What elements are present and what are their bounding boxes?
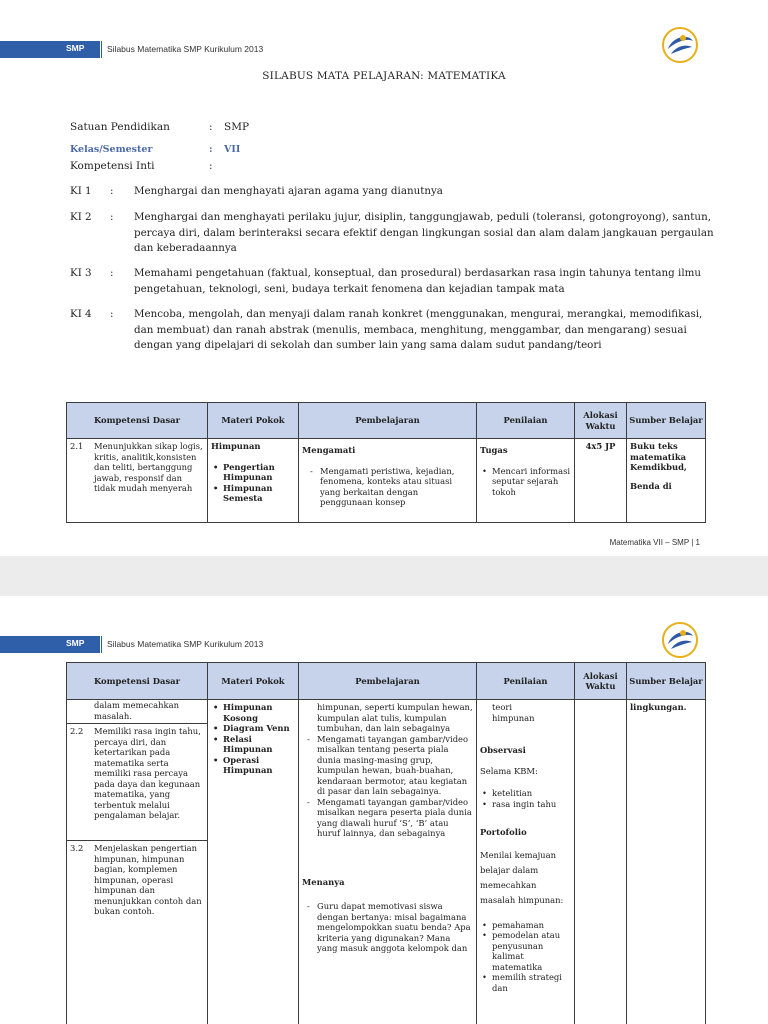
table-header-row: [67, 403, 706, 439]
list-item: • memilih strategi dan: [480, 972, 571, 993]
pembelajaran-cell: himpunan, seperti kumpulan hewan, kumpulan alat tulis, kumpulan tumbuhan, dan lain sebagainya - Mengamati tayangan gambar/video misalkan tentang peserta piala dunia masing-masing grup, kumpulan hewan, buah-buahan, kendaraan bermotor, atau kegiatan di pasar dan lain sebagainya. - Mengamati tayangan gambar/video misalkan negara peserta piala dunia yang diawali huruf ‘S’, ‘B’ atau huruf lainnya, dan sebagainya Menanya - Guru dapat memotivasi siswa dengan bertanya: misal bagaimana mengelompokkan suatu benda? Apa kriteria yang digunakan? Mana yang masuk anggota kelompok dan: [299, 700, 477, 1024]
col-kompetensi-dasar: Kompetensi Dasar: [67, 403, 208, 439]
document-title: SILABUS MATA PELAJARAN: MATEMATIKA: [262, 70, 506, 82]
list-item: • pemodelan atau penyusunan kalimat matematika: [480, 930, 571, 972]
header-divider: [101, 636, 102, 653]
col-sumber-belajar: Sumber Belajar: [627, 663, 706, 700]
col-pembelajaran: Pembelajaran: [299, 663, 477, 700]
header-divider: [101, 41, 102, 58]
col-alokasi-waktu: Alokasi Waktu: [575, 663, 627, 700]
meta-key: Satuan Pendidikan: [70, 121, 170, 133]
page-1: SMP Silabus Matematika SMP Kurikulum 2013 SILABUS MATA PELAJARAN: MATEMATIKA Satuan Pendidikan : SMP Kelas/Semester : VII Kompetensi Inti : KI 1 : Menghargai dan menghayati ajaran agama yang dianutnya KI 2 : Menghargai dan menghayati perilaku jujur, disiplin, tanggungjawab, peduli (toleransi, gotongroyong), santun, percaya diri, dalam berinteraksi secara efektif dengan lingkungan sosial dan alam dalam jangkauan pergaulan dan keberadaannya KI 3 : Memahami pengetahuan (faktual, konseptual, dan prosedural) berdasarkan rasa ingin tahunya tentang ilmu pengetahuan, teknologi, seni, budaya terkait fenomena dan kejadian tampak mata KI 4 : Mencoba, mengolah, dan menyaji dalam ranah konkret (menggunakan, mengurai, merangkai, memodifikasi, dan membuat) dan ranah abstrak (menulis, membaca, menghitung, menggambar, dan mengarang) sesuai dengan yang dipelajari di sekolah dan sumber lain yang sama dalam sudut pandang/teori Kompetensi Dasar Materi Pokok Pembelajaran Penilaian Alokasi Waktu Sumber Belajar 2.1 Menunjukkan sikap logis, kritis, analitik,konsisten dan teliti, bertanggung jawab, responsif dan tidak mudah menyerah Himpunan • Pengertian Himpunan • Himpunan Semesta Mengamati - Mengamati peristiwa, kejadian, fenomena, konteks atau situasi yang berkaitan dengan penggunaan konsep Tugas • Mencari informasi seputar sejarah tokoh 4x5 JP Buku teks matematika Kemdikbud, Benda di Matematika VII – SMP | 1: [0, 0, 768, 556]
list-item: • ketelitian: [480, 788, 571, 799]
header-bar: [0, 41, 100, 58]
col-penilaian: Penilaian: [477, 663, 575, 700]
meta-value: VII: [224, 144, 241, 155]
list-item: • Pengertian Himpunan: [211, 462, 295, 483]
meta-value: SMP: [224, 121, 250, 133]
syllabus-table-continued: [66, 662, 706, 1024]
header-bar: [0, 636, 100, 653]
alokasi-cell: 4x5 JP: [575, 439, 627, 523]
col-alokasi-waktu: Alokasi Waktu: [575, 403, 627, 439]
list-item: • Mencari informasi seputar sejarah tokoh: [480, 466, 571, 498]
list-item: • pemahaman: [480, 920, 571, 931]
penilaian-cell: teori himpunan Observasi Selama KBM: • ketelitian • rasa ingin tahu Portofolio Menilai kemajuan belajar dalam memecahkan masalah himpunan: • pemahaman • pemodelan atau penyusunan kalimat matematika • memilih strategi dan: [477, 700, 575, 1024]
table-row: [67, 700, 706, 1024]
col-penilaian: Penilaian: [477, 403, 575, 439]
table-row: [67, 439, 706, 523]
kd-cell: 2.1 Menunjukkan sikap logis, kritis, analitik,konsisten dan teliti, bertanggung jawab, responsif dan tidak mudah menyerah: [67, 439, 208, 523]
list-item: - Mengamati tayangan gambar/video misalkan tentang peserta piala dunia masing-masing grup, kumpulan hewan, buah-buahan, kendaraan bermotor, atau kegiatan di pasar dan lain sebagainya.: [305, 734, 473, 797]
list-item: • Himpunan Semesta: [211, 483, 295, 504]
header-title: Silabus Matematika SMP Kurikulum 2013: [107, 639, 264, 649]
list-item: - Mengamati tayangan gambar/video misalkan negara peserta piala dunia yang diawali huruf ‘S’, ‘B’ atau huruf lainnya, dan sebagainya: [305, 797, 473, 839]
list-item: - Mengamati peristiwa, kejadian, fenomena, konteks atau situasi yang berkaitan dengan penggunaan konsep: [308, 466, 473, 508]
pembelajaran-cell: Mengamati - Mengamati peristiwa, kejadian, fenomena, konteks atau situasi yang berkaitan dengan penggunaan konsep: [299, 439, 477, 523]
header-badge: SMP: [66, 638, 85, 648]
sumber-cell: Buku teks matematika Kemdikbud, Benda di: [627, 439, 706, 523]
list-item: • Diagram Venn: [211, 723, 295, 734]
page-gap: [0, 556, 768, 596]
meta-key: Kompetensi Inti: [70, 160, 155, 172]
col-kompetensi-dasar: Kompetensi Dasar: [67, 663, 208, 700]
kd-cell: dalam memecahkan masalah. 2.2 Memiliki rasa ingin tahu, percaya diri, dan ketertarikan pada matematika serta memiliki rasa percaya pada daya dan kegunaan matematika, yang terbentuk melalui pengalaman belajar. 3.2 Menjelaskan pengertian himpunan, himpunan bagian, komplemen himpunan, operasi himpunan dan menunjukkan contoh dan bukan contoh.: [67, 700, 208, 1024]
col-sumber-belajar: Sumber Belajar: [627, 403, 706, 439]
sumber-cell: lingkungan.: [627, 700, 706, 1024]
list-item: • Operasi Himpunan: [211, 755, 295, 776]
list-item: • Himpunan Kosong: [211, 702, 295, 723]
list-item: • Relasi Himpunan: [211, 734, 295, 755]
header-title: Silabus Matematika SMP Kurikulum 2013: [107, 44, 264, 54]
materi-cell: [208, 700, 299, 1024]
meta-key: Kelas/Semester: [70, 144, 153, 155]
page-footer: Matematika VII – SMP | 1: [609, 538, 700, 547]
list-item: • rasa ingin tahu: [480, 799, 571, 810]
tut-wuri-logo-icon: [662, 27, 698, 63]
col-pembelajaran: Pembelajaran: [299, 403, 477, 439]
page-2: [0, 596, 768, 1024]
table-header-row: [67, 663, 706, 700]
syllabus-table: [66, 402, 706, 523]
penilaian-cell: Tugas • Mencari informasi seputar sejarah tokoh: [477, 439, 575, 523]
list-item: - Guru dapat memotivasi siswa dengan bertanya: misal bagaimana mengelompokkan suatu benda? Apa kriteria yang digunakan? Mana yang masuk anggota kelompok dan: [305, 901, 473, 954]
alokasi-cell: [575, 700, 627, 1024]
materi-cell: Himpunan • Pengertian Himpunan • Himpunan Semesta: [208, 439, 299, 523]
tut-wuri-logo-icon: [662, 622, 698, 658]
col-materi-pokok: Materi Pokok: [208, 403, 299, 439]
col-materi-pokok: Materi Pokok: [208, 663, 299, 700]
header-badge: SMP: [66, 43, 85, 53]
